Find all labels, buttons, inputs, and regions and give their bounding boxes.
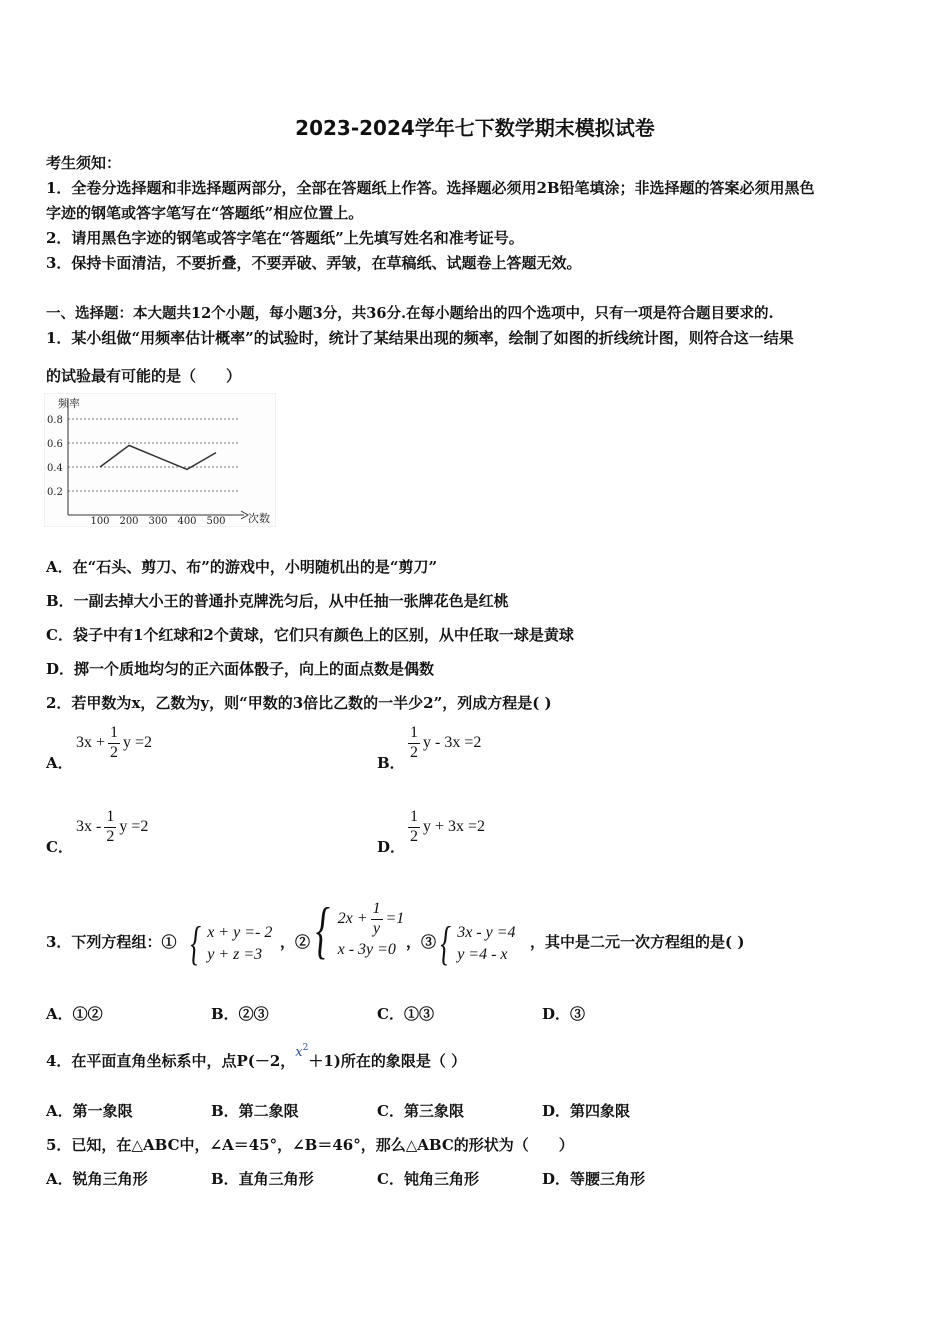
q5-option-c: C．钝角三角形 [377, 1170, 479, 1188]
x-tick-label: 400 [177, 516, 197, 527]
q2-equation-d: $\frac{1}{2}$ y + 3x =2 [410, 808, 486, 845]
brace-glyph: { [190, 917, 201, 970]
q3-stem-prefix: 3．下列方程组：① [46, 933, 177, 951]
q1-option-b: B．一副去掉大小王的普通扑克牌洗匀后，从中任抽一张牌花色是红桃 [46, 592, 509, 610]
q2-label-c: C． [46, 838, 73, 856]
q1-stem-line2: 的试验最有可能的是（ ） [46, 367, 242, 385]
q3-separator-2: ，② [280, 933, 311, 951]
x-tick-label: 300 [148, 516, 168, 527]
q3-separator-3: ，③ [406, 933, 437, 951]
frequency-line-chart [44, 393, 276, 527]
q5-option-b: B．直角三角形 [211, 1170, 314, 1188]
q1-option-a: A．在“石头、剪刀、布”的游戏中，小明随机出的是“剪刀” [46, 558, 438, 576]
q1-option-c: C．袋子中有1个红球和2个黄球，它们只有颜色上的区别，从中任取一球是黄球 [46, 626, 574, 644]
q5-stem: 5．已知，在△ABC中，∠A＝45°，∠B＝46°，那么△ABC的形状为（ ） [46, 1136, 574, 1154]
q2-equation-a: 3x + $\frac{1}{2}$ y =2 [76, 724, 153, 761]
brace-glyph: { [315, 894, 330, 965]
q1-stem-line1: 1．某小组做“用频率估计概率”的试验时，统计了某结果出现的频率，绘制了如图的折线统计图，则符合这一结果 [46, 329, 794, 347]
notice-line-1: 1．全卷分选择题和非选择题两部分，全部在答题纸上作答。选择题必须用2B铅笔填涂；非选择题的答案必须用黑色 [46, 179, 815, 197]
q5-option-a: A．锐角三角形 [46, 1170, 148, 1188]
q2-equation-c: 3x - $\frac{1}{2}$ y =2 [76, 808, 149, 845]
q1-option-d: D．掷一个质地均匀的正六面体骰子，向上的面点数是偶数 [46, 660, 435, 678]
x-tick-label: 500 [206, 516, 226, 527]
chart-frame [44, 393, 276, 527]
y-axis-label: 频率 [58, 397, 80, 410]
q3-system-3: { 3x - y =4 y =4 - x [440, 917, 516, 970]
section-heading: 一、选择题：本大题共12个小题，每小题3分，共36分.在每小题给出的四个选项中，只有一项是符合题目要求的. [46, 305, 774, 322]
notice-line-3: 2．请用黑色字迹的钢笔或答字笔在“答题纸”上先填写姓名和准考证号。 [46, 229, 524, 247]
y-tick-label: 0.2 [47, 487, 63, 498]
q3-system-1: { x + y =- 2 y + z =3 [190, 917, 273, 970]
q3-option-b: B．②③ [211, 1005, 269, 1023]
q4-stem: 4．在平面直角坐标系中，点P(－2，$x^2+1$)所在的象限是（ ） [46, 1043, 467, 1070]
notice-line-4: 3．保持卡面清洁，不要折叠，不要弄破、弄皱，在草稿纸、试题卷上答题无效。 [46, 254, 582, 272]
brace-glyph: { [440, 917, 451, 970]
q2-label-b: B． [377, 754, 405, 772]
exam-title: 2023-2024学年七下数学期末模拟试卷 [295, 116, 655, 140]
x-axis-label: 次数 [248, 512, 270, 525]
x-tick-label: 100 [90, 516, 110, 527]
y-tick-label: 0.4 [47, 463, 63, 474]
q4-option-a: A．第一象限 [46, 1102, 133, 1120]
q2-equation-b: $\frac{1}{2}$ y - 3x =2 [410, 724, 482, 761]
q3-option-c: C．①③ [377, 1005, 434, 1023]
q3-option-a: A．①② [46, 1005, 103, 1023]
x-tick-label: 200 [119, 516, 139, 527]
q4-option-b: B．第二象限 [211, 1102, 299, 1120]
notice-line-2: 字迹的钢笔或答字笔写在“答题纸”相应位置上。 [46, 204, 364, 222]
y-tick-label: 0.8 [47, 415, 63, 426]
q2-label-d: D． [377, 838, 406, 856]
y-tick-label: 0.6 [47, 439, 63, 450]
q3-stem-suffix: ，其中是二元一次方程组的是( ) [530, 933, 745, 951]
q5-option-d: D．等腰三角形 [542, 1170, 646, 1188]
notice-header: 考生须知： [46, 154, 122, 172]
q2-label-a: A． [46, 754, 73, 772]
q4-option-c: C．第三象限 [377, 1102, 464, 1120]
q4-option-d: D．第四象限 [542, 1102, 631, 1120]
q3-option-d: D．③ [542, 1005, 586, 1023]
q2-stem: 2．若甲数为x，乙数为y，则“甲数的3倍比乙数的一半少2”，列成方程是( ) [46, 694, 552, 712]
q3-system-2: { 2x + $\frac{1}{y}$ =1 x - 3y =0 [315, 894, 405, 965]
